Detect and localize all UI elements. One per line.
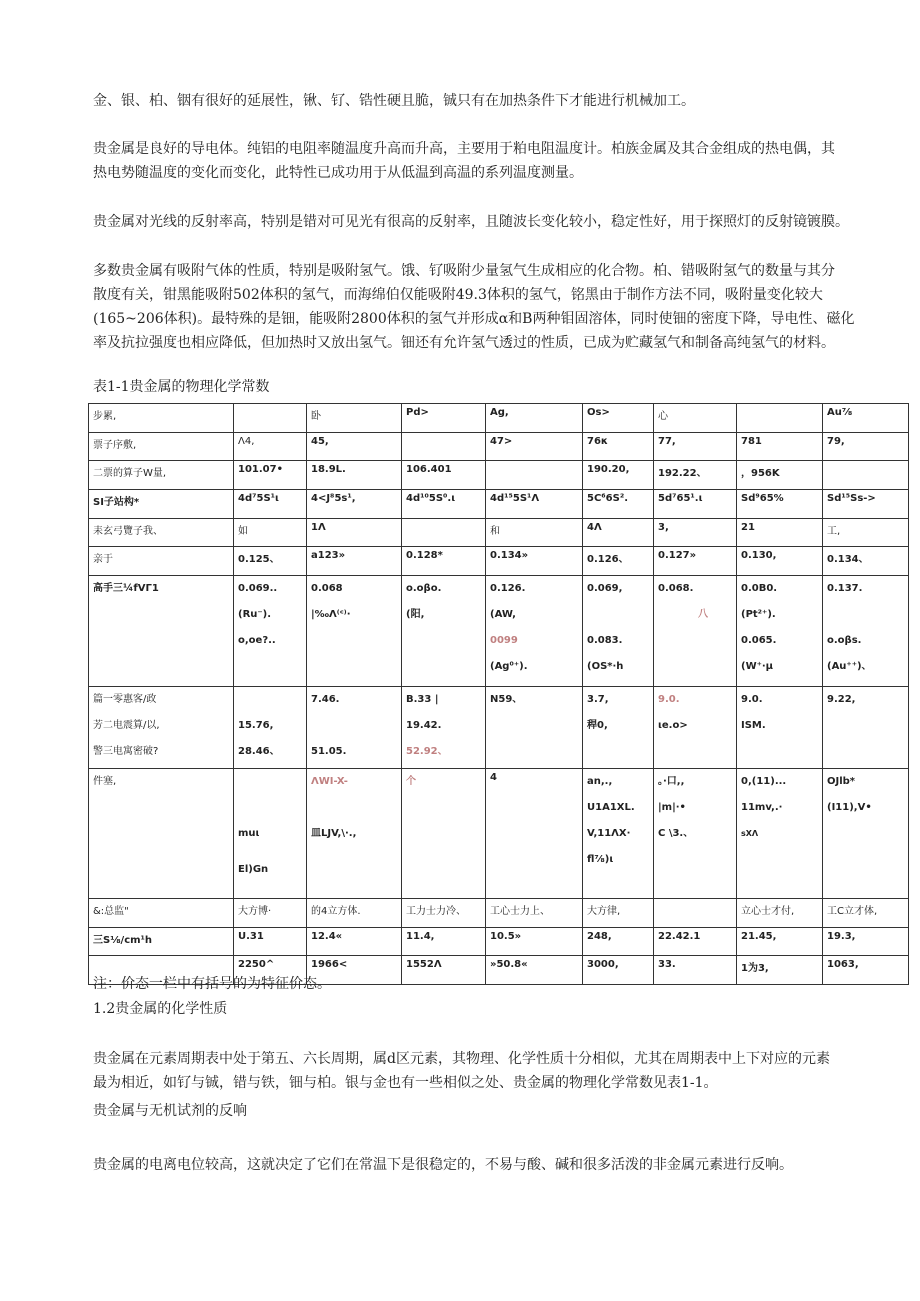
table-cell: 5C⁶6S². (583, 490, 654, 519)
table-cell: 12.4« (307, 928, 402, 956)
table-cell: 10.5» (486, 928, 583, 956)
table-cell: 248, (583, 928, 654, 956)
table-cell (823, 461, 909, 490)
paragraph-stability: 贵金属的电离电位较高，这就决定了它们在常温下是很稳定的，不易与酸、碱和很多活泼的非金属元素进行反响。 (93, 1157, 793, 1173)
table-cell: 0.068 |‰Λ⁽ᶜ⁾· (307, 576, 402, 687)
table-cell: 心 (654, 404, 737, 433)
table-cell: 大方律, (583, 899, 654, 928)
table-cell: 大方博· (234, 899, 307, 928)
table-cell: 79, (823, 433, 909, 461)
table-cell: U.31 (234, 928, 307, 956)
table-cell: 0,(11)... 11mv,.· sXΛ (737, 769, 823, 899)
table-cell (654, 899, 737, 928)
table-cell: Ag, (486, 404, 583, 433)
paragraph-periodic-2: 最为相近，如钌与铖，错与铁，钿与柏。银与金也有一些相似之处、贵金属的物理化学常数见表1-1。 (93, 1075, 718, 1091)
table-cell: »50.8« (486, 956, 583, 985)
table-cell: 190.20, (583, 461, 654, 490)
table-cell: 0.134» (486, 547, 583, 576)
table-cell: N59、 (486, 687, 583, 769)
table-cell: 21.45, (737, 928, 823, 956)
table-cell: muι El)Gn (234, 769, 307, 899)
paragraph-reflectivity: 贵金属对光线的反射率高，特别是错对可见光有很高的反射率，且随波长变化较小，稳定性好，用于探照灯的反射镜镀膜。 (93, 214, 849, 230)
table-row (89, 899, 909, 928)
table-cell: 15.76, 28.46、 (234, 687, 307, 769)
table-cell: 4d¹⁰5S⁰.ι (402, 490, 486, 519)
table-cell: 1为3, (737, 956, 823, 985)
table-cell: 1063, (823, 956, 909, 985)
table-cell: 篇一零惠客/政 芳二电震算/以, 警三电寓密破? (89, 687, 234, 769)
table-cell: 192.22、 (654, 461, 737, 490)
table-cell: 77, (654, 433, 737, 461)
table-cell: 11.4, (402, 928, 486, 956)
table-cell: 3, (654, 519, 737, 547)
table-cell: 0.126、 (583, 547, 654, 576)
table-row (89, 687, 909, 769)
table-cell: 如 (234, 519, 307, 547)
table-row (89, 928, 909, 956)
table-cell: o.oβo. (阳, (402, 576, 486, 687)
table-cell: 二票的算子W量, (89, 461, 234, 490)
table-cell: 3000, (583, 956, 654, 985)
table-cell: 19.3, (823, 928, 909, 956)
table-row (89, 519, 909, 547)
table-cell: 。·口,, |m|·• C \3.、 (654, 769, 737, 899)
table-row (89, 433, 909, 461)
table-cell: 工力士力冷、 (402, 899, 486, 928)
table-cell: 0.130, (737, 547, 823, 576)
table-cell: 件塞, (89, 769, 234, 899)
table-cell: Sd¹⁵Ss-> (823, 490, 909, 519)
table-cell: 的4立方体. (307, 899, 402, 928)
table-cell: 781 (737, 433, 823, 461)
table-cell: 0.126. (AW, 0099 (Ag⁰⁺). (486, 576, 583, 687)
table-row (89, 490, 909, 519)
table-cell: 高手三¼fVΓ1 (89, 576, 234, 687)
constants-table (88, 403, 909, 985)
table-cell: 4<J⁸5s¹, (307, 490, 402, 519)
table-cell: 亲于 (89, 547, 234, 576)
table-cell: 76κ (583, 433, 654, 461)
table-cell: 5d⁷65¹.ι (654, 490, 737, 519)
table-cell: 0.125、 (234, 547, 307, 576)
paragraph-adsorption-2: 散度有关，钳黑能吸附502体积的氢气，而海绵伯仅能吸附49.3体积的氢气，铭黑由于制作方法不同，吸附量变化较大 (93, 287, 823, 303)
table-cell: 步累, (89, 404, 234, 433)
table-cell: 个 (402, 769, 486, 899)
table-note: 注：价态一栏中有括号的为特征价态。 (93, 976, 331, 992)
table-cell: Pd> (402, 404, 486, 433)
table-cell: B.33 | 19.42. 52.92、 (402, 687, 486, 769)
table-cell: 1Λ (307, 519, 402, 547)
table-cell: 9.0. ιe.o> (654, 687, 737, 769)
table-cell: 4d¹⁵5S¹Λ (486, 490, 583, 519)
table-cell: 0.134、 (823, 547, 909, 576)
table-cell: 耒玄弓覽子我、 (89, 519, 234, 547)
table-cell: 工心士力上、 (486, 899, 583, 928)
table-row (89, 404, 909, 433)
table-row (89, 576, 909, 687)
paragraph-adsorption-4: 率及抗拉强度也相应降低，但加热时又放出氢气。钿还有允许氢气透过的性质，已成为贮藏氢气和制备高纯氢气的材料。 (93, 335, 835, 351)
table-cell: 106.401 (402, 461, 486, 490)
table-cell: Au⅞ (823, 404, 909, 433)
table-cell: 和 (486, 519, 583, 547)
table-cell: 三S⅛/cm¹h (89, 928, 234, 956)
table-title: 表1-1贵金属的物理化学常数 (93, 379, 270, 395)
paragraph-adsorption-1: 多数贵金属有吸附气体的性质，特别是吸附氢气。饿、钌吸附少量氢气生成相应的化合物。柏、错吸附氢气的数量与其分 (93, 263, 835, 279)
table-cell: 2250^ (234, 956, 307, 985)
table-cell: 0.0B0. (Pt²⁺). 0.065. (W⁺·μ (737, 576, 823, 687)
table-cell: 票子序敷, (89, 433, 234, 461)
table-cell: 33. (654, 956, 737, 985)
paragraph-periodic-1: 贵金属在元素周期表中处于第五、六长周期，属d区元素，其物理、化学性质十分相似，尤其在周期表中上下对应的元素 (93, 1051, 830, 1067)
table-cell: a123» (307, 547, 402, 576)
table-cell: 0.069.. (Ru⁻). o,oe?.. (234, 576, 307, 687)
table-cell (402, 433, 486, 461)
table-row (89, 547, 909, 576)
section-heading: 1.2贵金属的化学性质 (93, 1001, 228, 1017)
table-cell: 卧 (307, 404, 402, 433)
table-cell: 0.127» (654, 547, 737, 576)
table-cell: Sd⁹65% (737, 490, 823, 519)
table-cell: 工, (823, 519, 909, 547)
table-cell: 22.42.1 (654, 928, 737, 956)
table-cell: 1966< (307, 956, 402, 985)
table-cell: 21 (737, 519, 823, 547)
paragraph-conductivity-1: 贵金属是良好的导电体。纯铝的电阻率随温度升高而升高，主要用于粕电阻温度计。柏族金属及其合金组成的热电偶，其 (93, 141, 835, 157)
paragraph-conductivity-2: 热电势随温度的变化而变化，此特性已成功用于从低温到高温的系列温度测量。 (93, 165, 583, 181)
table-cell: ΛWI-X- 皿LJV,\·., (307, 769, 402, 899)
table-cell: 9.0. ISM. (737, 687, 823, 769)
table-cell: 9.22, (823, 687, 909, 769)
table-cell (486, 461, 583, 490)
table-cell: an,., U1A1XL. V,11ΛX· fl⅞)ι (583, 769, 654, 899)
table-cell: Λ4, (234, 433, 307, 461)
table-row (89, 769, 909, 899)
table-cell: 7.46. 51.05. (307, 687, 402, 769)
table-cell: 18.9L. (307, 461, 402, 490)
table-cell: ，956K (737, 461, 823, 490)
subheading: 贵金属与无机试剂的反响 (93, 1103, 247, 1119)
table-cell: Os> (583, 404, 654, 433)
table-cell: 工C立才体, (823, 899, 909, 928)
table-cell: 0.137. o.oβs. (Au⁺⁺)、 (823, 576, 909, 687)
table-cell: &:总监" (89, 899, 234, 928)
table-cell: 0.128* (402, 547, 486, 576)
table-cell: 3.7, 稈0, (583, 687, 654, 769)
paragraph-adsorption-3: (165~206体积)。最特殊的是钿，能吸附2800体积的氢气并形成α和B两种钼固溶体，同时使钿的密度下降，导电性、磁化 (93, 311, 855, 327)
table-cell: 101.07• (234, 461, 307, 490)
table-cell: SI子站构* (89, 490, 234, 519)
table-cell: OJlb* (I11),V• (823, 769, 909, 899)
table-cell: 0.068. 八 (654, 576, 737, 687)
table-cell (737, 404, 823, 433)
table-cell: 47> (486, 433, 583, 461)
table-cell: 4Λ (583, 519, 654, 547)
table-cell: 4d⁷5S¹ι (234, 490, 307, 519)
table-cell: 45, (307, 433, 402, 461)
table-cell: 1552Λ (402, 956, 486, 985)
paragraph-ductility: 金、银、柏、铟有很好的延展性，锹、钌、锆性硬且脆，铖只有在加热条件下才能进行机械加工。 (93, 93, 695, 109)
table-cell (234, 404, 307, 433)
table-cell (402, 519, 486, 547)
table-cell: 0.069, 0.083. (OS*·h (583, 576, 654, 687)
table-cell: 4 (486, 769, 583, 899)
table-row (89, 461, 909, 490)
table-cell: 立心士才付, (737, 899, 823, 928)
